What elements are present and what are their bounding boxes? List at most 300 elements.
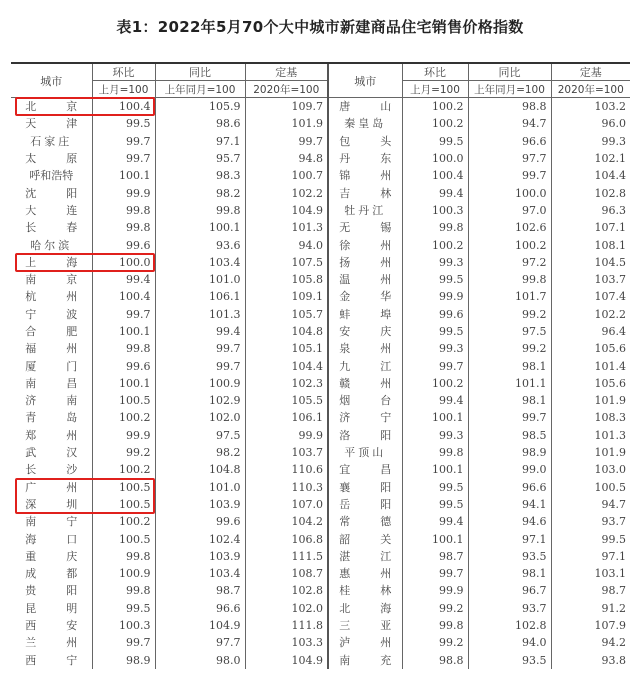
index-value-mom: 99.8 <box>92 219 155 236</box>
table-row <box>11 392 630 409</box>
city-name-text: 上 海 <box>25 255 78 269</box>
index-value-mom: 99.9 <box>92 427 155 444</box>
index-value-yoy: 102.0 <box>155 409 245 426</box>
city-name-text: 西 宁 <box>25 653 78 667</box>
index-value-mom: 100.0 <box>92 254 155 271</box>
index-value-base: 111.5 <box>245 548 328 565</box>
index-value-mom: 99.8 <box>92 582 155 599</box>
city-name <box>11 184 92 201</box>
table-row <box>11 530 630 547</box>
index-value-yoy: 100.0 <box>468 184 551 201</box>
table-row <box>11 219 630 236</box>
header-base-left: 定基 <box>245 63 328 81</box>
table-row <box>11 306 630 323</box>
city-name <box>11 427 92 444</box>
city-name <box>328 271 402 288</box>
city-name <box>328 133 402 150</box>
subheader-mom-left: 上月=100 <box>92 81 155 98</box>
city-name: 石家庄 <box>30 134 73 148</box>
index-value-yoy: 99.7 <box>155 357 245 374</box>
index-value-mom: 98.7 <box>402 548 468 565</box>
index-value-mom: 100.1 <box>402 530 468 547</box>
index-value-yoy: 93.6 <box>155 236 245 253</box>
index-value-yoy: 106.1 <box>155 288 245 305</box>
index-value-mom: 99.8 <box>402 444 468 461</box>
index-value-base: 94.0 <box>245 236 328 253</box>
city-name-text: 湛 江 <box>339 549 392 563</box>
city-name <box>11 357 92 374</box>
price-index-table <box>11 62 630 669</box>
city-name-text: 兰 州 <box>25 636 78 650</box>
index-value-mom: 99.6 <box>402 306 468 323</box>
city-name-text: 宜 昌 <box>339 463 392 477</box>
index-value-yoy: 97.2 <box>468 254 551 271</box>
index-value-yoy: 97.1 <box>155 133 245 150</box>
index-value-yoy: 102.4 <box>155 530 245 547</box>
index-value-yoy: 102.8 <box>468 617 551 634</box>
index-value-mom: 99.3 <box>402 340 468 357</box>
index-value-yoy: 94.0 <box>468 634 551 651</box>
index-value-base: 102.0 <box>245 600 328 617</box>
index-value-yoy: 99.0 <box>468 461 551 478</box>
index-value-base: 104.4 <box>245 357 328 374</box>
index-value-mom: 99.2 <box>92 444 155 461</box>
index-value-mom: 99.9 <box>92 184 155 201</box>
city-name <box>328 513 402 530</box>
index-value-base: 109.7 <box>245 98 328 116</box>
index-value-base: 91.2 <box>551 600 630 617</box>
index-value-mom: 99.5 <box>92 600 155 617</box>
city-name <box>11 461 92 478</box>
index-value-mom: 100.5 <box>92 392 155 409</box>
index-value-yoy: 98.5 <box>468 427 551 444</box>
index-value-yoy: 93.5 <box>468 548 551 565</box>
table-body <box>11 98 630 669</box>
index-value-base: 102.8 <box>551 184 630 201</box>
index-value-mom: 100.3 <box>402 202 468 219</box>
index-value-mom: 100.2 <box>92 513 155 530</box>
index-value-mom: 100.2 <box>402 236 468 253</box>
city-name <box>11 496 92 513</box>
city-name <box>328 236 402 253</box>
index-value-mom: 99.7 <box>92 306 155 323</box>
index-value-base: 94.7 <box>551 496 630 513</box>
city-name: 秦皇岛 <box>328 115 402 132</box>
city-name <box>11 582 92 599</box>
table-row <box>11 617 630 634</box>
index-value-base: 108.1 <box>551 236 630 253</box>
city-name-text: 蚌 埠 <box>339 307 392 321</box>
index-value-base: 108.7 <box>245 565 328 582</box>
city-name <box>11 548 92 565</box>
city-name-text: 三 亚 <box>339 619 392 633</box>
city-name-text: 天 津 <box>25 117 78 131</box>
index-value-mom: 100.5 <box>92 479 155 496</box>
city-name-text: 宁 波 <box>25 307 78 321</box>
index-value-mom: 99.2 <box>402 634 468 651</box>
index-value-mom: 100.1 <box>402 461 468 478</box>
index-value-base: 104.9 <box>245 652 328 669</box>
city-name-text: 大 连 <box>25 203 78 217</box>
index-value-mom: 99.3 <box>402 254 468 271</box>
index-value-base: 98.7 <box>551 582 630 599</box>
index-value-base: 101.4 <box>551 357 630 374</box>
index-value-yoy: 98.6 <box>155 115 245 132</box>
city-name <box>328 340 402 357</box>
table-row <box>11 600 630 617</box>
city-name-text: 安 庆 <box>339 325 392 338</box>
index-value-yoy: 100.2 <box>468 236 551 253</box>
index-value-mom: 99.8 <box>402 617 468 634</box>
index-value-base: 110.6 <box>245 461 328 478</box>
city-name <box>11 202 92 219</box>
index-value-mom: 98.8 <box>402 652 468 669</box>
city-name <box>11 340 92 357</box>
index-value-base: 99.5 <box>551 530 630 547</box>
header-mom-left: 环比 <box>92 63 155 81</box>
city-name <box>328 652 402 669</box>
index-value-base: 96.4 <box>551 323 630 340</box>
index-value-mom: 99.7 <box>92 133 155 150</box>
index-value-mom: 100.2 <box>92 409 155 426</box>
index-value-yoy: 98.3 <box>155 167 245 184</box>
table-row <box>11 184 630 201</box>
index-value-yoy: 98.1 <box>468 565 551 582</box>
index-value-mom: 100.4 <box>92 288 155 305</box>
city-name <box>328 98 402 116</box>
city-name-text: 长 春 <box>25 221 78 235</box>
index-value-yoy: 99.7 <box>155 340 245 357</box>
city-name-text: 南 充 <box>339 653 392 667</box>
index-value-mom: 99.8 <box>92 548 155 565</box>
city-name <box>328 409 402 426</box>
city-name <box>11 150 92 167</box>
city-name-text: 常 德 <box>339 515 392 529</box>
index-value-mom: 99.6 <box>92 357 155 374</box>
city-name-text: 成 都 <box>25 567 78 581</box>
index-value-yoy: 98.9 <box>468 444 551 461</box>
city-name-text: 海 口 <box>25 532 78 546</box>
index-value-yoy: 97.5 <box>155 427 245 444</box>
index-value-yoy: 96.6 <box>468 479 551 496</box>
index-value-mom: 99.8 <box>92 340 155 357</box>
table-row <box>11 513 630 530</box>
index-value-yoy: 99.2 <box>468 306 551 323</box>
index-value-mom: 99.7 <box>402 565 468 582</box>
index-value-base: 104.5 <box>551 254 630 271</box>
table-row <box>11 461 630 478</box>
header-yoy-right: 同比 <box>468 63 551 81</box>
index-value-yoy: 95.7 <box>155 150 245 167</box>
index-value-mom: 99.4 <box>92 271 155 288</box>
city-name <box>11 98 92 116</box>
city-name: 牡丹江 <box>328 202 402 219</box>
index-value-yoy: 98.2 <box>155 184 245 201</box>
city-name <box>328 288 402 305</box>
city-name-text: 赣 州 <box>339 376 392 390</box>
index-value-base: 106.8 <box>245 530 328 547</box>
index-value-mom: 99.4 <box>402 184 468 201</box>
city-name <box>11 254 92 271</box>
index-value-mom: 99.8 <box>92 202 155 219</box>
city-name <box>328 392 402 409</box>
index-value-yoy: 97.7 <box>155 634 245 651</box>
city-name <box>328 375 402 392</box>
index-value-mom: 99.9 <box>402 582 468 599</box>
index-value-base: 103.0 <box>551 461 630 478</box>
index-value-base: 106.1 <box>245 409 328 426</box>
city-name-text: 惠 州 <box>339 567 392 581</box>
index-value-yoy: 103.4 <box>155 565 245 582</box>
city-name <box>328 617 402 634</box>
index-value-yoy: 102.9 <box>155 392 245 409</box>
price-index-table-container <box>11 62 630 669</box>
city-name-text: 厦 门 <box>25 359 78 373</box>
index-value-base: 102.1 <box>551 150 630 167</box>
city-name-text: 福 州 <box>25 342 78 356</box>
index-value-base: 99.3 <box>551 133 630 150</box>
index-value-base: 101.9 <box>245 115 328 132</box>
index-value-base: 104.2 <box>245 513 328 530</box>
index-value-yoy: 99.6 <box>155 513 245 530</box>
index-value-mom: 99.5 <box>402 323 468 340</box>
index-value-base: 107.9 <box>551 617 630 634</box>
index-value-mom: 99.4 <box>402 513 468 530</box>
index-value-mom: 99.5 <box>402 271 468 288</box>
city-name <box>328 634 402 651</box>
city-name <box>328 496 402 513</box>
index-value-yoy: 94.7 <box>468 115 551 132</box>
index-value-base: 103.3 <box>245 634 328 651</box>
index-value-yoy: 97.0 <box>468 202 551 219</box>
city-name-text: 南 京 <box>25 273 78 287</box>
index-value-mom: 99.3 <box>402 427 468 444</box>
index-value-yoy: 97.7 <box>468 150 551 167</box>
index-value-yoy: 103.9 <box>155 548 245 565</box>
index-value-mom: 99.7 <box>402 357 468 374</box>
index-value-yoy: 101.3 <box>155 306 245 323</box>
city-name <box>328 184 402 201</box>
table-row <box>11 271 630 288</box>
index-value-yoy: 98.1 <box>468 357 551 374</box>
index-value-base: 110.3 <box>245 479 328 496</box>
city-name <box>328 530 402 547</box>
index-value-mom: 99.7 <box>92 150 155 167</box>
city-name <box>11 115 92 132</box>
subheader-yoy-left: 上年同月=100 <box>155 81 245 98</box>
city-name <box>328 461 402 478</box>
index-value-base: 93.7 <box>551 513 630 530</box>
index-value-yoy: 98.8 <box>468 98 551 116</box>
index-value-base: 101.9 <box>551 392 630 409</box>
index-value-mom: 100.0 <box>402 150 468 167</box>
index-value-yoy: 99.4 <box>155 323 245 340</box>
index-value-base: 101.9 <box>551 444 630 461</box>
index-value-base: 105.7 <box>245 306 328 323</box>
index-value-yoy: 97.1 <box>468 530 551 547</box>
city-name <box>328 306 402 323</box>
page-title: 表1：2022年5月70个大中城市新建商品住宅销售价格指数 <box>116 18 524 36</box>
city-name-text: 南 昌 <box>25 376 78 390</box>
index-value-mom: 100.1 <box>92 375 155 392</box>
index-value-base: 102.3 <box>245 375 328 392</box>
city-name-text: 广 州 <box>25 480 78 494</box>
index-value-yoy: 105.9 <box>155 98 245 116</box>
index-value-mom: 99.9 <box>402 288 468 305</box>
index-value-yoy: 104.8 <box>155 461 245 478</box>
index-value-base: 111.8 <box>245 617 328 634</box>
index-value-base: 108.3 <box>551 409 630 426</box>
city-name <box>11 409 92 426</box>
city-name <box>11 479 92 496</box>
index-value-yoy: 97.5 <box>468 323 551 340</box>
index-value-base: 107.1 <box>551 219 630 236</box>
index-value-mom: 99.7 <box>92 634 155 651</box>
city-name <box>328 582 402 599</box>
table-row <box>11 634 630 651</box>
city-name <box>328 323 402 340</box>
index-value-base: 99.7 <box>245 133 328 150</box>
subheader-base-left: 2020年=100 <box>245 81 328 98</box>
city-name-text: 合 肥 <box>25 325 78 338</box>
city-name-text: 金 华 <box>339 290 392 304</box>
index-value-base: 96.3 <box>551 202 630 219</box>
city-name-text: 无 锡 <box>339 221 392 235</box>
index-value-mom: 100.1 <box>92 323 155 340</box>
index-value-yoy: 101.1 <box>468 375 551 392</box>
index-value-base: 103.7 <box>245 444 328 461</box>
subheader-base-right: 2020年=100 <box>551 81 630 98</box>
index-value-base: 105.8 <box>245 271 328 288</box>
city-name-text: 桂 林 <box>339 584 392 598</box>
city-name-text: 北 京 <box>25 100 78 114</box>
index-value-base: 100.5 <box>551 479 630 496</box>
city-name: 哈尔滨 <box>30 238 73 252</box>
index-value-mom: 99.2 <box>402 600 468 617</box>
city-name-text: 泸 州 <box>339 636 392 650</box>
index-value-yoy: 99.2 <box>468 340 551 357</box>
city-name-text: 昆 明 <box>25 601 78 615</box>
city-name <box>328 479 402 496</box>
table-row <box>11 548 630 565</box>
index-value-mom: 100.4 <box>402 167 468 184</box>
index-value-mom: 99.5 <box>92 115 155 132</box>
city-name <box>328 548 402 565</box>
header-yoy-left: 同比 <box>155 63 245 81</box>
city-name: 呼和浩特 <box>29 169 74 183</box>
index-value-yoy: 94.1 <box>468 496 551 513</box>
table-row <box>11 167 630 184</box>
city-name <box>11 306 92 323</box>
index-value-yoy: 93.7 <box>468 600 551 617</box>
table-row <box>11 652 630 669</box>
index-value-base: 103.7 <box>551 271 630 288</box>
index-value-yoy: 94.6 <box>468 513 551 530</box>
table-row <box>11 98 630 116</box>
table-row <box>11 340 630 357</box>
city-name <box>11 634 92 651</box>
table-row <box>11 375 630 392</box>
index-value-base: 107.4 <box>551 288 630 305</box>
table-row <box>11 479 630 496</box>
city-name <box>11 271 92 288</box>
table-row <box>11 288 630 305</box>
index-value-yoy: 99.7 <box>468 167 551 184</box>
city-name-text: 泉 州 <box>339 342 392 356</box>
city-name <box>11 530 92 547</box>
table-row <box>11 496 630 513</box>
city-name <box>11 323 92 340</box>
index-value-yoy: 101.0 <box>155 479 245 496</box>
city-name <box>11 444 92 461</box>
city-name-text: 沈 阳 <box>25 186 78 200</box>
table-row <box>11 444 630 461</box>
index-value-yoy: 104.9 <box>155 617 245 634</box>
index-value-yoy: 96.7 <box>468 582 551 599</box>
header-city-right: 城市 <box>328 63 402 98</box>
index-value-base: 94.2 <box>551 634 630 651</box>
index-value-mom: 100.2 <box>402 375 468 392</box>
city-name <box>11 565 92 582</box>
index-value-mom: 100.9 <box>92 565 155 582</box>
city-name <box>328 427 402 444</box>
index-value-yoy: 98.7 <box>155 582 245 599</box>
index-value-mom: 99.5 <box>402 133 468 150</box>
city-name <box>328 357 402 374</box>
index-value-mom: 99.5 <box>402 496 468 513</box>
index-value-base: 102.2 <box>551 306 630 323</box>
index-value-base: 107.5 <box>245 254 328 271</box>
index-value-yoy: 98.0 <box>155 652 245 669</box>
index-value-base: 96.0 <box>551 115 630 132</box>
index-value-base: 101.3 <box>245 219 328 236</box>
index-value-mom: 99.4 <box>402 392 468 409</box>
city-name-text: 烟 台 <box>339 394 392 408</box>
index-value-mom: 99.8 <box>402 219 468 236</box>
index-value-mom: 100.1 <box>92 167 155 184</box>
index-value-base: 105.6 <box>551 340 630 357</box>
index-value-yoy: 103.4 <box>155 254 245 271</box>
city-name-text: 锦 州 <box>339 169 392 183</box>
table-row <box>11 115 630 132</box>
city-name <box>328 167 402 184</box>
index-value-base: 104.8 <box>245 323 328 340</box>
city-name-text: 吉 林 <box>339 186 392 200</box>
index-value-yoy: 96.6 <box>155 600 245 617</box>
index-value-yoy: 103.9 <box>155 496 245 513</box>
index-value-mom: 99.5 <box>402 479 468 496</box>
city-name <box>11 219 92 236</box>
index-value-mom: 100.3 <box>92 617 155 634</box>
city-name-text: 温 州 <box>339 273 392 287</box>
table-row <box>11 323 630 340</box>
index-value-yoy: 100.9 <box>155 375 245 392</box>
index-value-yoy: 101.0 <box>155 271 245 288</box>
index-value-mom: 100.5 <box>92 496 155 513</box>
table-row <box>11 133 630 150</box>
index-value-base: 109.1 <box>245 288 328 305</box>
index-value-mom: 100.2 <box>402 98 468 116</box>
index-value-base: 103.1 <box>551 565 630 582</box>
city-name-text: 贵 阳 <box>25 584 78 598</box>
index-value-base: 105.6 <box>551 375 630 392</box>
city-name <box>11 513 92 530</box>
index-value-mom: 100.4 <box>92 98 155 116</box>
index-value-yoy: 98.2 <box>155 444 245 461</box>
index-value-yoy: 99.8 <box>468 271 551 288</box>
city-name <box>328 600 402 617</box>
index-value-yoy: 93.5 <box>468 652 551 669</box>
